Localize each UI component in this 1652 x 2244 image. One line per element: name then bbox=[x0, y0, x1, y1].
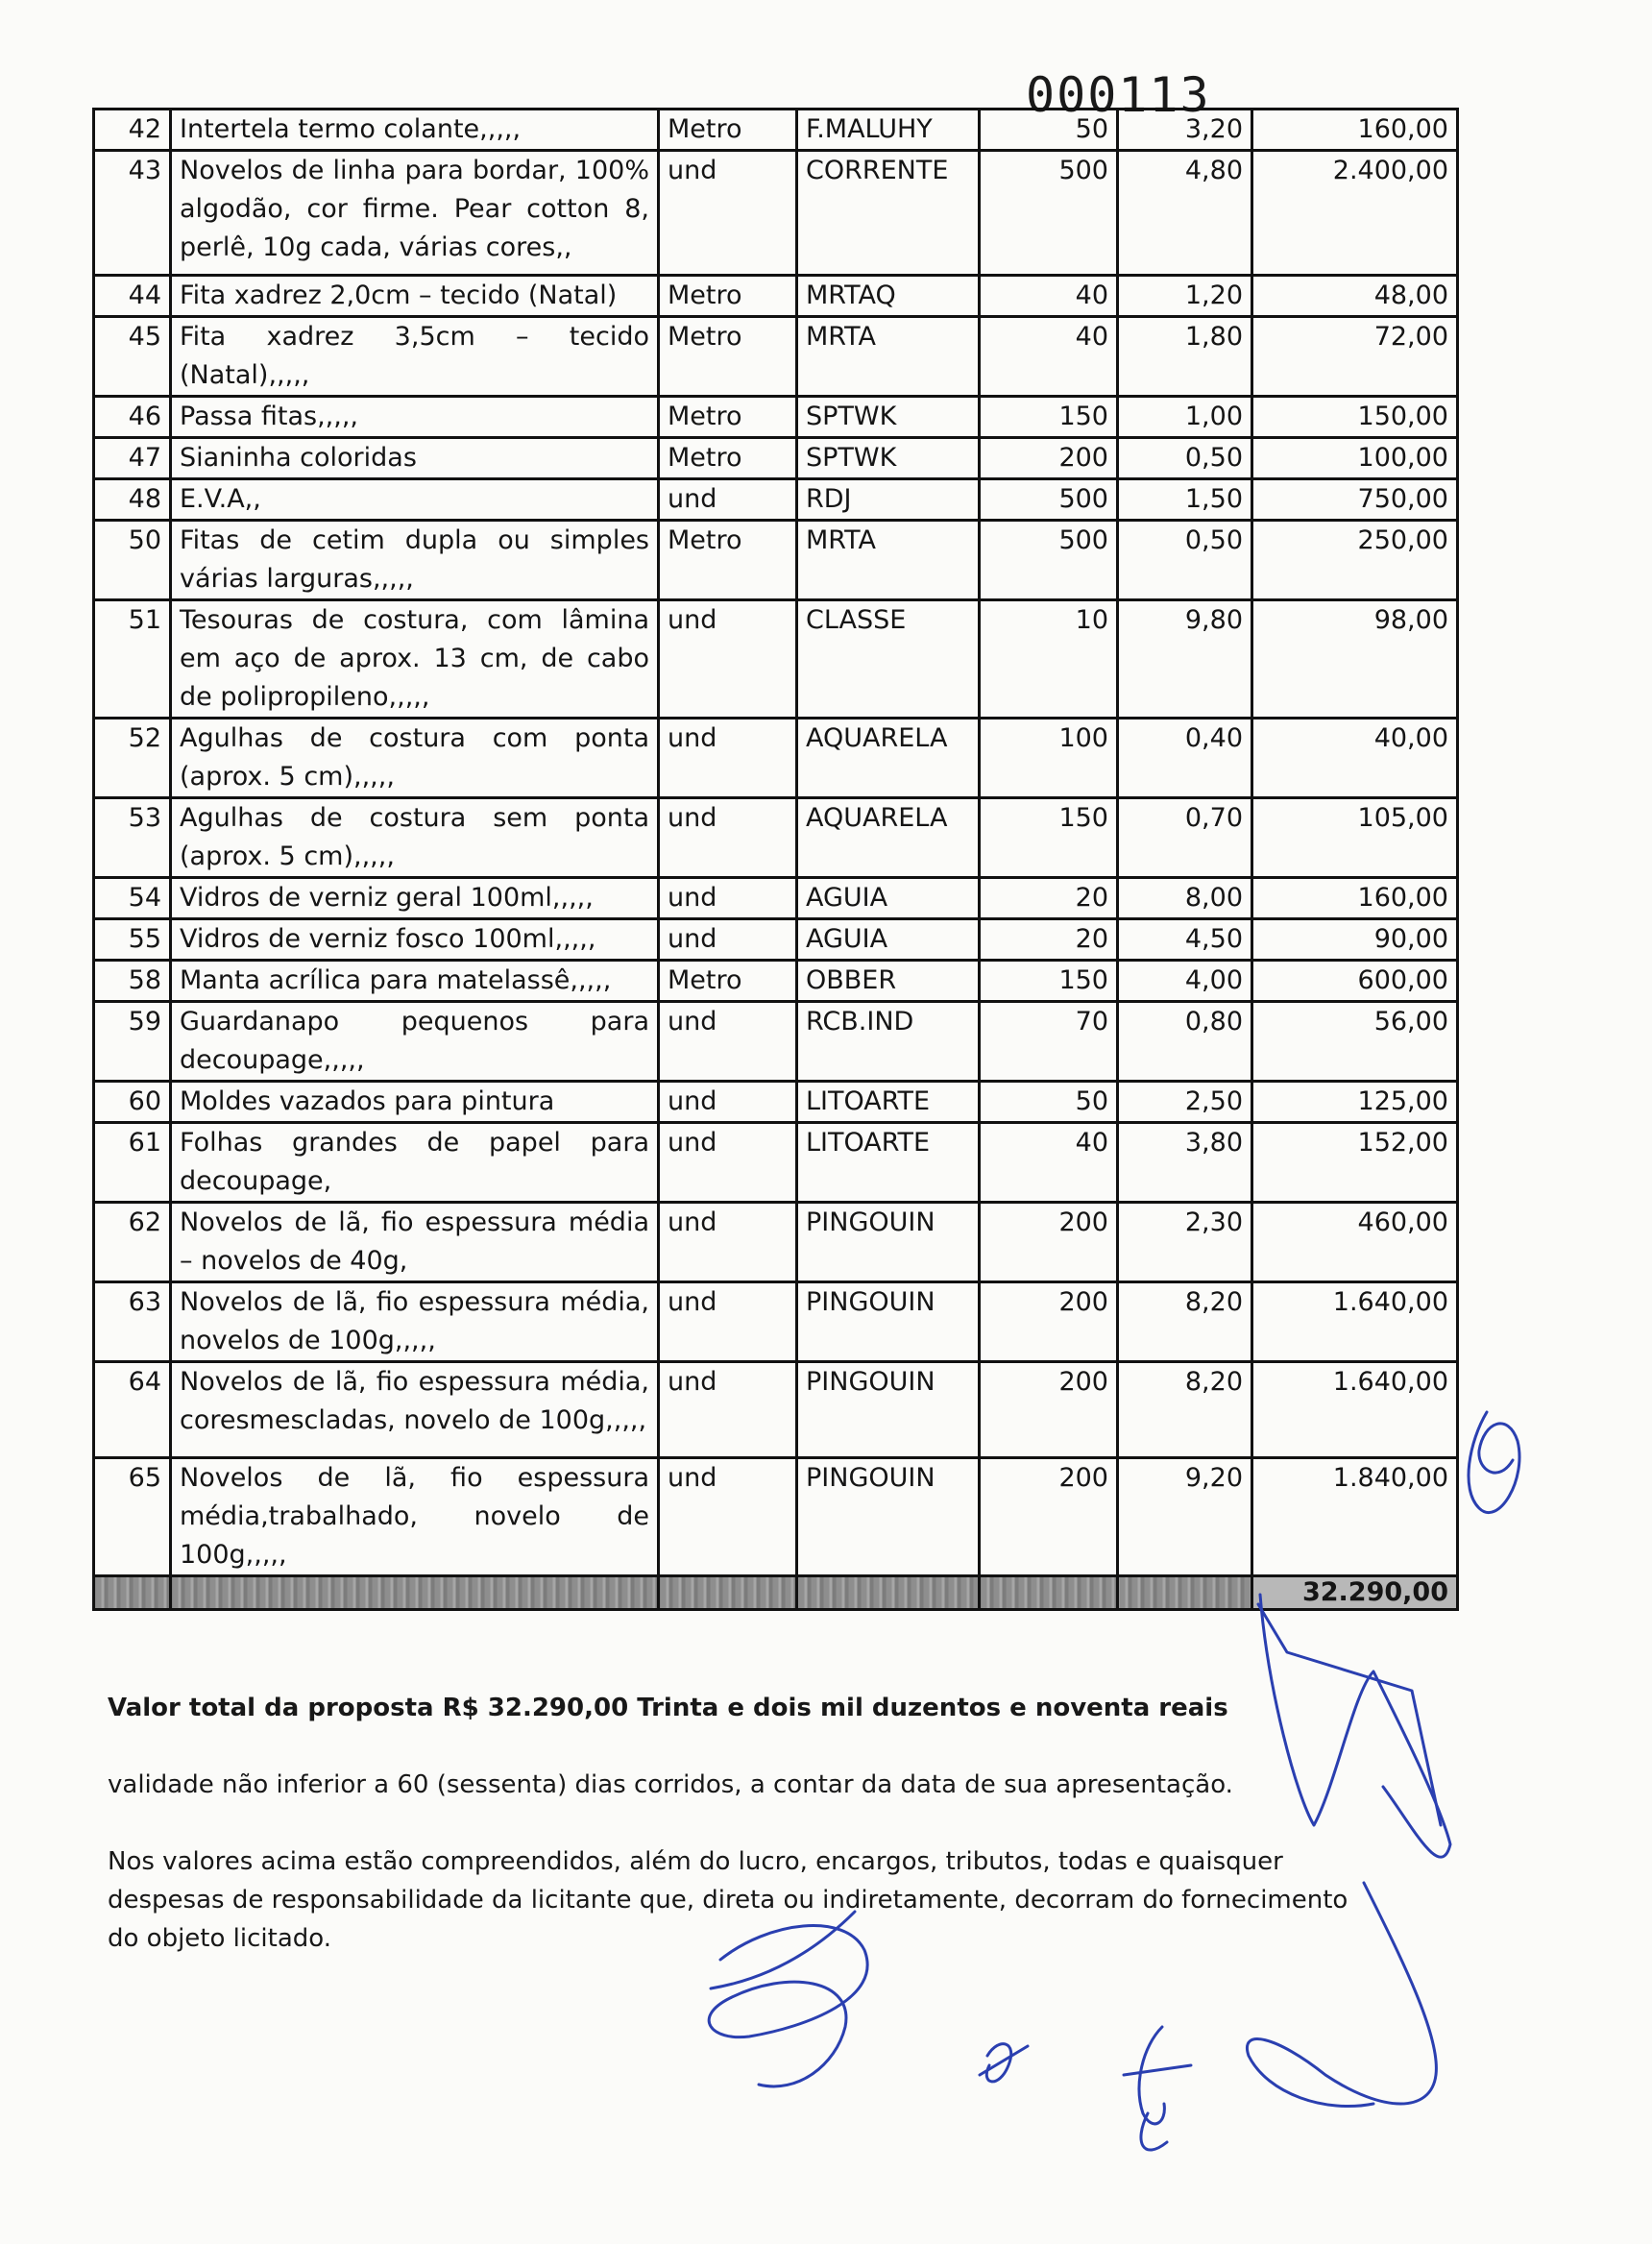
item-total: 105,00 bbox=[1252, 798, 1458, 878]
item-description: Novelos de lã, fio espessura média,trabalhado, novelo de 100g,,,,, bbox=[171, 1458, 659, 1576]
item-total: 250,00 bbox=[1252, 521, 1458, 600]
item-total: 40,00 bbox=[1252, 719, 1458, 798]
item-number: 53 bbox=[94, 798, 171, 878]
table-row bbox=[94, 600, 1458, 719]
item-quantity: 70 bbox=[980, 1002, 1118, 1082]
item-number: 64 bbox=[94, 1362, 171, 1458]
terms-text bbox=[108, 1842, 1385, 1958]
item-description: Novelos de lã, fio espessura média, novelos de 100g,,,,, bbox=[171, 1282, 659, 1362]
table-row bbox=[94, 110, 1458, 151]
item-description: Fita xadrez 3,5cm – tecido (Natal),,,,, bbox=[171, 317, 659, 397]
item-brand: AQUARELA bbox=[797, 719, 980, 798]
item-number: 54 bbox=[94, 878, 171, 919]
table-row bbox=[94, 919, 1458, 961]
item-brand: RCB.IND bbox=[797, 1002, 980, 1082]
item-brand: SPTWK bbox=[797, 397, 980, 438]
item-quantity: 500 bbox=[980, 479, 1118, 521]
table-row bbox=[94, 798, 1458, 878]
table-row bbox=[94, 878, 1458, 919]
item-unit-price: 9,80 bbox=[1118, 600, 1252, 719]
item-unit-price: 8,20 bbox=[1118, 1362, 1252, 1458]
item-quantity: 10 bbox=[980, 600, 1118, 719]
item-brand: SPTWK bbox=[797, 438, 980, 479]
item-unit: und bbox=[659, 1203, 797, 1282]
item-total: 90,00 bbox=[1252, 919, 1458, 961]
item-total: 460,00 bbox=[1252, 1203, 1458, 1282]
item-unit: und bbox=[659, 1458, 797, 1576]
item-quantity: 150 bbox=[980, 798, 1118, 878]
item-description: E.V.A,, bbox=[171, 479, 659, 521]
item-description: Agulhas de costura sem ponta (aprox. 5 cm),,,,, bbox=[171, 798, 659, 878]
item-unit: und bbox=[659, 1123, 797, 1203]
item-description: Novelos de linha para bordar, 100% algodão, cor firme. Pear cotton 8, perlê, 10g cada, várias cores,, bbox=[171, 151, 659, 276]
grand-total: 32.290,00 bbox=[1252, 1576, 1458, 1610]
item-unit-price: 0,80 bbox=[1118, 1002, 1252, 1082]
item-quantity: 40 bbox=[980, 1123, 1118, 1203]
item-unit: Metro bbox=[659, 961, 797, 1002]
item-total: 600,00 bbox=[1252, 961, 1458, 1002]
table-row bbox=[94, 961, 1458, 1002]
item-number: 59 bbox=[94, 1002, 171, 1082]
item-total: 150,00 bbox=[1252, 397, 1458, 438]
item-description: Moldes vazados para pintura bbox=[171, 1082, 659, 1123]
item-quantity: 100 bbox=[980, 719, 1118, 798]
item-brand: RDJ bbox=[797, 479, 980, 521]
item-brand: PINGOUIN bbox=[797, 1362, 980, 1458]
item-brand: F.MALUHY bbox=[797, 110, 980, 151]
total-row bbox=[94, 1576, 1458, 1610]
table-row bbox=[94, 276, 1458, 317]
item-unit: und bbox=[659, 1082, 797, 1123]
item-unit: und bbox=[659, 1282, 797, 1362]
total-row-shade bbox=[980, 1576, 1118, 1610]
item-brand: MRTA bbox=[797, 521, 980, 600]
item-number: 42 bbox=[94, 110, 171, 151]
item-quantity: 20 bbox=[980, 919, 1118, 961]
item-total: 1.640,00 bbox=[1252, 1282, 1458, 1362]
item-unit-price: 3,80 bbox=[1118, 1123, 1252, 1203]
table-row bbox=[94, 397, 1458, 438]
item-brand: PINGOUIN bbox=[797, 1458, 980, 1576]
item-unit: Metro bbox=[659, 521, 797, 600]
item-number: 51 bbox=[94, 600, 171, 719]
page-number: 000113 bbox=[1026, 67, 1211, 123]
item-quantity: 150 bbox=[980, 397, 1118, 438]
table-row bbox=[94, 438, 1458, 479]
item-number: 63 bbox=[94, 1282, 171, 1362]
initial-mark-f bbox=[1124, 2027, 1191, 2150]
item-brand: PINGOUIN bbox=[797, 1282, 980, 1362]
table-row bbox=[94, 317, 1458, 397]
item-description: Agulhas de costura com ponta (aprox. 5 cm),,,,, bbox=[171, 719, 659, 798]
item-total: 100,00 bbox=[1252, 438, 1458, 479]
item-unit: und bbox=[659, 1002, 797, 1082]
item-number: 43 bbox=[94, 151, 171, 276]
item-description: Tesouras de costura, com lâmina em aço de aprox. 13 cm, de cabo de polipropileno,,,,, bbox=[171, 600, 659, 719]
items-table bbox=[92, 108, 1459, 1611]
item-unit-price: 3,20 bbox=[1118, 110, 1252, 151]
item-description: Manta acrílica para matelassê,,,,, bbox=[171, 961, 659, 1002]
item-description: Novelos de lã, fio espessura média – novelos de 40g, bbox=[171, 1203, 659, 1282]
item-unit: Metro bbox=[659, 397, 797, 438]
initial-mark-small bbox=[980, 2044, 1028, 2082]
item-number: 47 bbox=[94, 438, 171, 479]
item-brand: MRTAQ bbox=[797, 276, 980, 317]
item-quantity: 200 bbox=[980, 1203, 1118, 1282]
item-quantity: 50 bbox=[980, 1082, 1118, 1123]
item-number: 65 bbox=[94, 1458, 171, 1576]
item-unit: Metro bbox=[659, 276, 797, 317]
item-unit-price: 2,30 bbox=[1118, 1203, 1252, 1282]
item-total: 56,00 bbox=[1252, 1002, 1458, 1082]
item-unit: und bbox=[659, 919, 797, 961]
item-unit-price: 8,00 bbox=[1118, 878, 1252, 919]
item-brand: LITOARTE bbox=[797, 1082, 980, 1123]
total-row-shade bbox=[171, 1576, 659, 1610]
item-unit-price: 1,50 bbox=[1118, 479, 1252, 521]
item-unit: und bbox=[659, 1362, 797, 1458]
item-brand: OBBER bbox=[797, 961, 980, 1002]
item-description: Fitas de cetim dupla ou simples várias larguras,,,,, bbox=[171, 521, 659, 600]
item-quantity: 20 bbox=[980, 878, 1118, 919]
item-description: Guardanapo pequenos para decoupage,,,,, bbox=[171, 1002, 659, 1082]
initial-mark-margin bbox=[1469, 1412, 1519, 1513]
item-unit-price: 0,50 bbox=[1118, 438, 1252, 479]
item-quantity: 40 bbox=[980, 317, 1118, 397]
item-brand: AGUIA bbox=[797, 878, 980, 919]
item-unit: und bbox=[659, 719, 797, 798]
item-brand: AGUIA bbox=[797, 919, 980, 961]
item-description: Intertela termo colante,,,,, bbox=[171, 110, 659, 151]
item-quantity: 200 bbox=[980, 1458, 1118, 1576]
item-unit: und bbox=[659, 479, 797, 521]
item-number: 60 bbox=[94, 1082, 171, 1123]
item-number: 44 bbox=[94, 276, 171, 317]
item-unit-price: 4,50 bbox=[1118, 919, 1252, 961]
item-total: 1.640,00 bbox=[1252, 1362, 1458, 1458]
item-unit: und bbox=[659, 798, 797, 878]
item-unit-price: 2,50 bbox=[1118, 1082, 1252, 1123]
total-row-shade bbox=[797, 1576, 980, 1610]
item-total: 160,00 bbox=[1252, 110, 1458, 151]
item-brand: AQUARELA bbox=[797, 798, 980, 878]
table-row bbox=[94, 1203, 1458, 1282]
item-rows bbox=[94, 110, 1458, 1576]
item-total: 98,00 bbox=[1252, 600, 1458, 719]
item-unit: Metro bbox=[659, 317, 797, 397]
item-description: Folhas grandes de papel para decoupage, bbox=[171, 1123, 659, 1203]
item-brand: MRTA bbox=[797, 317, 980, 397]
total-row-shade bbox=[659, 1576, 797, 1610]
item-total: 72,00 bbox=[1252, 317, 1458, 397]
item-unit: Metro bbox=[659, 110, 797, 151]
item-total: 125,00 bbox=[1252, 1082, 1458, 1123]
item-unit: Metro bbox=[659, 438, 797, 479]
item-unit-price: 8,20 bbox=[1118, 1282, 1252, 1362]
table-row bbox=[94, 719, 1458, 798]
item-description: Passa fitas,,,,, bbox=[171, 397, 659, 438]
item-total: 160,00 bbox=[1252, 878, 1458, 919]
item-quantity: 50 bbox=[980, 110, 1118, 151]
item-unit-price: 0,40 bbox=[1118, 719, 1252, 798]
table-row bbox=[94, 1282, 1458, 1362]
total-row-shade bbox=[1118, 1576, 1252, 1610]
item-unit-price: 9,20 bbox=[1118, 1458, 1252, 1576]
table-row bbox=[94, 521, 1458, 600]
item-number: 58 bbox=[94, 961, 171, 1002]
item-unit-price: 0,50 bbox=[1118, 521, 1252, 600]
item-total: 48,00 bbox=[1252, 276, 1458, 317]
item-unit-price: 1,00 bbox=[1118, 397, 1252, 438]
table-row bbox=[94, 1362, 1458, 1458]
item-number: 62 bbox=[94, 1203, 171, 1282]
item-unit-price: 1,80 bbox=[1118, 317, 1252, 397]
item-description: Sianinha coloridas bbox=[171, 438, 659, 479]
item-brand: PINGOUIN bbox=[797, 1203, 980, 1282]
item-total: 2.400,00 bbox=[1252, 151, 1458, 276]
table-row bbox=[94, 1458, 1458, 1576]
item-quantity: 200 bbox=[980, 438, 1118, 479]
total-row-shade bbox=[94, 1576, 171, 1610]
item-number: 48 bbox=[94, 479, 171, 521]
item-number: 45 bbox=[94, 317, 171, 397]
item-quantity: 200 bbox=[980, 1362, 1118, 1458]
item-quantity: 500 bbox=[980, 151, 1118, 276]
item-unit-price: 4,00 bbox=[1118, 961, 1252, 1002]
validity-text: validade não inferior a 60 (sessenta) dias corridos, a contar da data de sua apresentação. bbox=[108, 1770, 1233, 1799]
item-unit: und bbox=[659, 600, 797, 719]
item-unit-price: 4,80 bbox=[1118, 151, 1252, 276]
table-row bbox=[94, 151, 1458, 276]
item-number: 50 bbox=[94, 521, 171, 600]
item-description: Vidros de verniz geral 100ml,,,,, bbox=[171, 878, 659, 919]
item-quantity: 40 bbox=[980, 276, 1118, 317]
item-unit-price: 0,70 bbox=[1118, 798, 1252, 878]
item-brand: CORRENTE bbox=[797, 151, 980, 276]
table-row bbox=[94, 479, 1458, 521]
item-description: Fita xadrez 2,0cm – tecido (Natal) bbox=[171, 276, 659, 317]
item-number: 46 bbox=[94, 397, 171, 438]
item-total: 1.840,00 bbox=[1252, 1458, 1458, 1576]
item-unit: und bbox=[659, 878, 797, 919]
item-unit: und bbox=[659, 151, 797, 276]
item-number: 52 bbox=[94, 719, 171, 798]
terms-text-main: Nos valores acima estão compreendidos, além do lucro, encargos, tributos, todas e quaisquer despesas de responsabilidade da licitante que, direta ou indiretamente, decorram do fornecimento bbox=[108, 1847, 1348, 1915]
item-unit-price: 1,20 bbox=[1118, 276, 1252, 317]
item-quantity: 200 bbox=[980, 1282, 1118, 1362]
item-brand: LITOARTE bbox=[797, 1123, 980, 1203]
item-quantity: 150 bbox=[980, 961, 1118, 1002]
item-number: 55 bbox=[94, 919, 171, 961]
terms-text-end: do objeto licitado. bbox=[108, 1924, 331, 1953]
total-statement: Valor total da proposta R$ 32.290,00 Trinta e dois mil duzentos e noventa reais bbox=[108, 1694, 1228, 1722]
item-total: 152,00 bbox=[1252, 1123, 1458, 1203]
table-row bbox=[94, 1002, 1458, 1082]
item-total: 750,00 bbox=[1252, 479, 1458, 521]
item-quantity: 500 bbox=[980, 521, 1118, 600]
table-row bbox=[94, 1123, 1458, 1203]
item-number: 61 bbox=[94, 1123, 171, 1203]
item-brand: CLASSE bbox=[797, 600, 980, 719]
table-row bbox=[94, 1082, 1458, 1123]
item-description: Novelos de lã, fio espessura média, coresmescladas, novelo de 100g,,,,, bbox=[171, 1362, 659, 1458]
item-description: Vidros de verniz fosco 100ml,,,,, bbox=[171, 919, 659, 961]
